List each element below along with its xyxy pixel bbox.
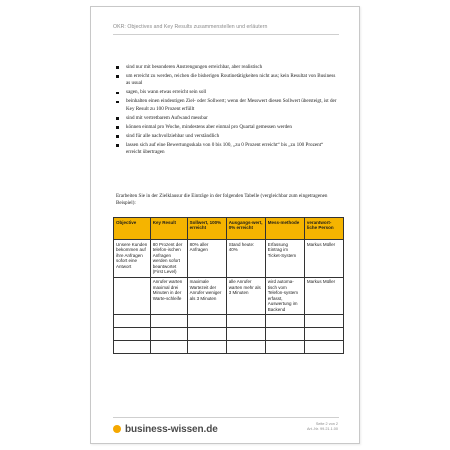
table-cell: Stand heute: 40% bbox=[226, 240, 265, 278]
bullet-item: lassen sich auf eine Bewertungsskala von 0 bis 100, „zu 0 Prozent erreicht“ bis „zu 100 Prozent“ erreicht übertragen bbox=[116, 142, 338, 157]
bullet-item: können einmal pro Woche, mindestens aber einmal pro Quartal gemessen werden bbox=[116, 124, 338, 131]
table-cell bbox=[226, 341, 265, 354]
article-number: Art.-Nr. 99.21.1.00 bbox=[306, 427, 338, 432]
table-cell: Erfassung Eintrag im Ticket-System bbox=[265, 240, 304, 278]
criteria-bullet-list bbox=[116, 64, 338, 158]
table-cell: 80% aller Anfragen bbox=[187, 240, 226, 278]
header-divider bbox=[113, 34, 339, 35]
table-cell bbox=[187, 315, 226, 328]
table-row bbox=[114, 315, 344, 328]
bullet-item: sind nur mit besonderen Anstrengungen erreichbar, aber realistisch bbox=[116, 64, 338, 71]
table-cell: maximale Wartezeit der Anrufer weniger als 3 Minuten bbox=[187, 277, 226, 315]
table-row bbox=[114, 240, 344, 278]
table-row bbox=[114, 341, 344, 354]
table-cell bbox=[304, 328, 343, 341]
document-page bbox=[90, 6, 360, 444]
table-header-row bbox=[114, 218, 344, 240]
table-cell bbox=[150, 341, 187, 354]
table-cell: Markus Müller bbox=[304, 240, 343, 278]
table-cell bbox=[265, 328, 304, 341]
table-cell bbox=[226, 328, 265, 341]
table-cell bbox=[304, 315, 343, 328]
table-cell: Unsere Kunden bekommen auf ihre Anfragen sofort eine Antwort bbox=[114, 240, 151, 278]
table-cell bbox=[114, 315, 151, 328]
table-cell bbox=[114, 328, 151, 341]
column-header-measurement-method: Mess-methode bbox=[265, 218, 304, 240]
brand-logo bbox=[113, 423, 218, 435]
bullet-item: sagen, bis wann etwas erreicht sein soll bbox=[116, 89, 338, 96]
table-row bbox=[114, 277, 344, 315]
table-cell: Markus Müller bbox=[304, 277, 343, 315]
page-header-title: OKR: Objectives and Key Results zusammenstellen und erläutern bbox=[113, 24, 268, 30]
table-cell: wird automa-tisch vom Telefon-system erfasst, Auswertung im Backend bbox=[265, 277, 304, 315]
table-cell: Anrufer warten maximal drei Minuten in der Warte-schleife bbox=[150, 277, 187, 315]
bullet-item: beinhalten einen eindeutigen Ziel- oder Sollwert; wenn der Messwert diesen Sollwert übersteigt, ist der Key Result zu 100 Prozent erfüllt bbox=[116, 98, 338, 113]
footer-divider bbox=[113, 417, 339, 418]
page-number: Seite 2 von 2 bbox=[315, 422, 338, 426]
logo-text: business-wissen.de bbox=[125, 423, 218, 435]
bullet-item: um erreicht zu werden, reichen die bisherigen Routinetätigkeiten nicht aus; kein Resultat von Business as usual bbox=[116, 73, 338, 88]
okr-table bbox=[113, 217, 344, 354]
table-intro-text: Erarbeiten Sie in der Zielklausur die Einträge in der folgenden Tabelle (vergleichbar zum eingetragenen Beispiel): bbox=[116, 193, 328, 207]
table-cell: 80 Prozent der telefon-ischen Anfragen werden sofort beantwortet (First Level) bbox=[150, 240, 187, 278]
table-row bbox=[114, 328, 344, 341]
footer-meta bbox=[307, 422, 338, 433]
bullet-item: sind für alle nachvollziehbar und verständlich bbox=[116, 133, 338, 140]
column-header-responsible-person: verantwort-liche Person bbox=[304, 218, 343, 240]
table-cell bbox=[304, 341, 343, 354]
table-cell bbox=[150, 328, 187, 341]
table-cell bbox=[265, 315, 304, 328]
table-cell bbox=[226, 315, 265, 328]
table-cell: alle Anrufer warten mehr als 3 Minuten bbox=[226, 277, 265, 315]
table-cell bbox=[150, 315, 187, 328]
logo-dot-icon bbox=[113, 425, 121, 433]
table-cell bbox=[187, 341, 226, 354]
table-cell bbox=[187, 328, 226, 341]
column-header-baseline-value: Ausgangs-wert, 0% erreicht bbox=[226, 218, 265, 240]
table-cell bbox=[114, 341, 151, 354]
column-header-key-result: Key Result bbox=[150, 218, 187, 240]
table-cell bbox=[265, 341, 304, 354]
table-cell bbox=[114, 277, 151, 315]
column-header-target-value: Sollwert, 100% erreicht bbox=[187, 218, 226, 240]
column-header-objective: Objective bbox=[114, 218, 151, 240]
bullet-item: sind mit vertretbarem Aufwand messbar bbox=[116, 115, 338, 122]
